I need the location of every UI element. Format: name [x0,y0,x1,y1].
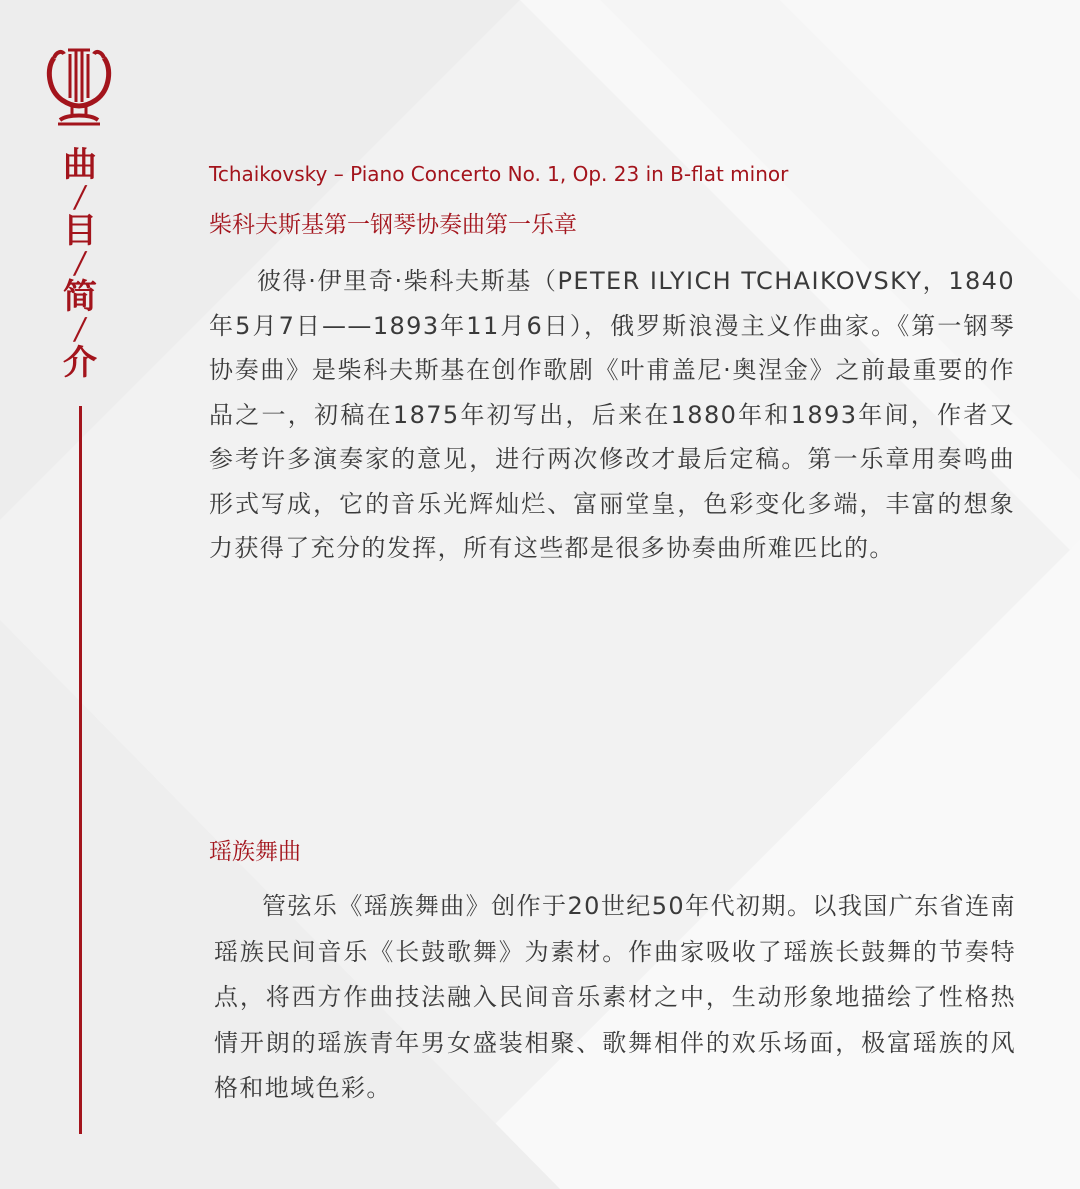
title-separator: / [71,180,89,215]
piece-1-description: 彼得·伊里奇·柴科夫斯基（PETER ILYICH TCHAIKOVSKY，1840年5月7日——1893年11月6日），俄罗斯浪漫主义作曲家。《第一钢琴协奏曲》是柴科夫斯基在创作歌剧《叶甫盖尼·奥涅金》之前最重要的作品之一，初稿在1875年初写出，后来在1880年和1893年间，作者又参考许多演奏家的意见，进行两次修改才最后定稿。第一乐章用奏鸣曲形式写成，它的音乐光辉灿烂、富丽堂皇，色彩变化多端，丰富的想象力获得了充分的发挥，所有这些都是很多协奏曲所难匹比的。 [209,267,1015,562]
title-char: 介 [63,343,97,383]
vertical-divider-line [79,406,82,1134]
section-title-vertical [56,146,104,382]
piece-2-chinese-title: 瑶族舞曲 [209,839,301,865]
piece-1-english-title: Tchaikovsky – Piano Concerto No. 1, Op. 23 in B-flat minor [209,162,789,186]
title-char: 曲 [63,145,97,185]
title-char: 目 [63,211,97,251]
lyre-logo-icon [40,40,118,130]
piece-2-description: 管弦乐《瑶族舞曲》创作于20世纪50年代初期。以我国广东省连南瑶族民间音乐《长鼓歌舞》为素材。作曲家吸收了瑶族长鼓舞的节奏特点，将西方作曲技法融入民间音乐素材之中，生动形象地描绘了性格热情开朗的瑶族青年男女盛装相聚、歌舞相伴的欢乐场面，极富瑶族的风格和地域色彩。 [214,892,1016,1102]
piece-1-chinese-title: 柴科夫斯基第一钢琴协奏曲第一乐章 [209,212,577,238]
title-separator: / [71,246,89,281]
title-char: 简 [63,277,97,317]
title-separator: / [71,312,89,347]
